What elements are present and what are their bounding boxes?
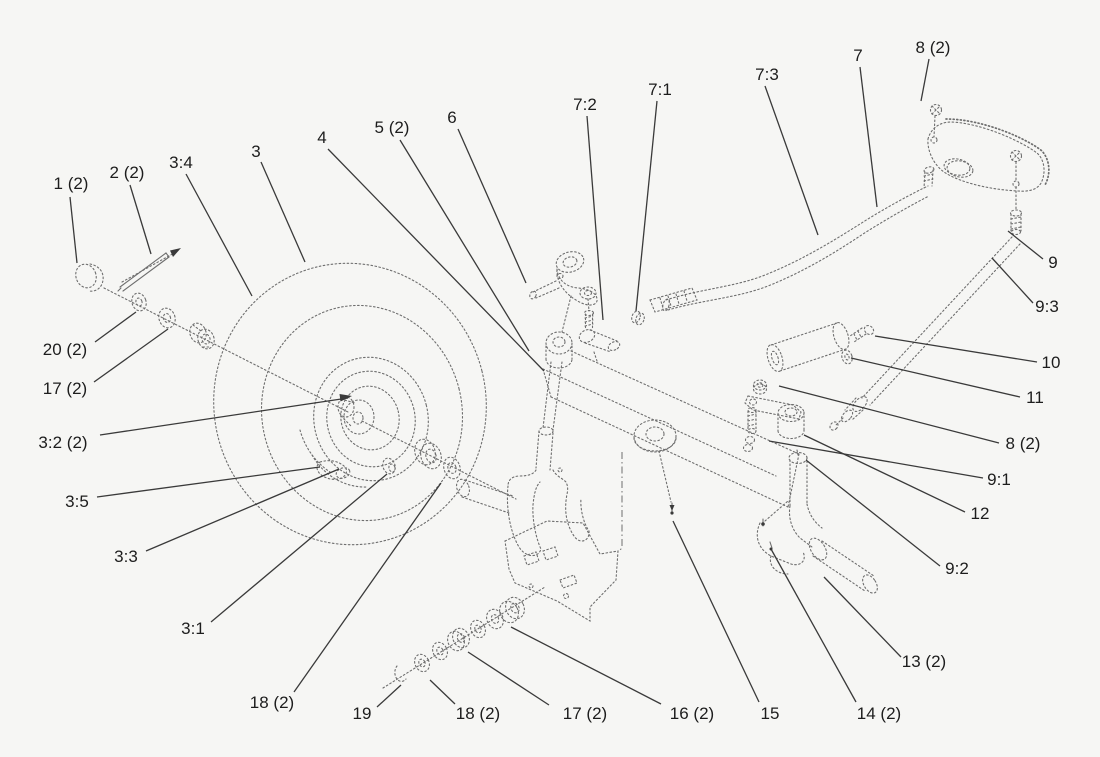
leader-16-2 <box>511 627 661 704</box>
callout-3-3: 3:3 <box>114 547 138 566</box>
leader-17-2-left <box>94 329 168 382</box>
caster-fork-left <box>507 427 589 556</box>
hub-cap-and-inner-washer <box>317 457 397 481</box>
callout-4: 4 <box>317 128 327 147</box>
leader-18-2-left <box>294 483 441 692</box>
leader-9 <box>1008 231 1043 259</box>
callout-9-3: 9:3 <box>1035 297 1059 316</box>
alignment-centerline <box>618 452 622 552</box>
leader-3-5 <box>97 467 320 497</box>
leader-14-2 <box>771 549 856 702</box>
callout-layer <box>38 38 1060 723</box>
leader-13-2 <box>824 577 901 657</box>
leader-18-2-bottom <box>430 680 455 704</box>
callout-18-2-bottom: 18 (2) <box>455 704 501 723</box>
leader-19 <box>377 685 401 707</box>
callout-13-2: 13 (2) <box>901 652 947 671</box>
steering-bellcrank <box>529 249 597 332</box>
leader-12 <box>804 435 965 512</box>
leader-9-3 <box>992 258 1033 303</box>
callout-3: 3 <box>251 142 261 161</box>
leader-3-4 <box>186 174 252 296</box>
plate-stud-bolts <box>931 105 1022 162</box>
callout-17-2-left: 17 (2) <box>42 379 88 398</box>
callout-3-4: 3:4 <box>169 153 193 172</box>
callout-9: 9 <box>1048 253 1058 272</box>
leader-4 <box>328 149 544 371</box>
washer-11 <box>840 349 854 365</box>
callout-8-2-right: 8 (2) <box>1005 434 1041 453</box>
jam-nut <box>630 310 646 326</box>
hitch-pin <box>118 253 169 291</box>
callout-7-1: 7:1 <box>648 80 672 99</box>
stud-9-1 <box>744 408 757 452</box>
axis-arrow <box>170 248 181 257</box>
callout-7-2: 7:2 <box>573 95 597 114</box>
leader-7 <box>860 67 877 207</box>
callout-3-2-2: 3:2 (2) <box>38 433 88 452</box>
leader-3-1 <box>211 474 387 622</box>
leader-9-1 <box>769 441 983 478</box>
leader-3 <box>261 162 305 262</box>
steering-arm-12 <box>745 396 804 439</box>
callout-11: 11 <box>1026 388 1044 407</box>
callout-1-2: 1 (2) <box>53 174 89 193</box>
leader-2-2 <box>130 185 151 254</box>
callout-6: 6 <box>447 108 457 127</box>
tie-rod <box>650 166 935 312</box>
axle-beam <box>543 332 799 507</box>
callout-14-2: 14 (2) <box>856 704 902 723</box>
callout-7-3: 7:3 <box>755 65 779 84</box>
callout-19: 19 <box>352 704 372 723</box>
shoulder-bolt-9 <box>1011 187 1022 235</box>
callout-8-2-top: 8 (2) <box>915 38 951 57</box>
callout-18-2-left: 18 (2) <box>249 693 295 712</box>
hex-nut-8 <box>754 380 767 394</box>
ball-joint-bolt <box>577 311 621 362</box>
pivot-tube <box>764 321 852 374</box>
leader-15 <box>673 521 759 702</box>
leader-11 <box>851 358 1020 397</box>
callout-2-2: 2 (2) <box>109 163 145 182</box>
leader-7-1 <box>636 101 657 311</box>
callout-9-2: 9:2 <box>945 559 969 578</box>
drag-link <box>828 237 1020 432</box>
callout-20-2: 20 (2) <box>42 340 88 359</box>
bolt-10 <box>850 324 875 342</box>
callout-16-2: 16 (2) <box>669 704 715 723</box>
grease-fitting-15-and-pin-14 <box>761 501 788 551</box>
callout-3-5: 3:5 <box>65 492 89 511</box>
leader-20-2 <box>95 312 136 342</box>
steering-plate <box>928 116 1044 191</box>
leader-8-2-top <box>921 59 929 101</box>
callout-5-2: 5 (2) <box>374 118 410 137</box>
leader-3-2-2 <box>100 398 348 435</box>
grease-fitting-16 <box>670 503 675 515</box>
callout-17-2-bottom: 17 (2) <box>562 704 608 723</box>
callout-15: 15 <box>760 704 780 723</box>
leader-17-2-bottom <box>468 652 549 705</box>
rim <box>300 345 441 493</box>
plate-serrated-edge <box>946 119 1049 185</box>
callout-9-1: 9:1 <box>987 470 1011 489</box>
spindle-shaft <box>757 450 880 596</box>
callout-7: 7 <box>853 46 863 65</box>
leader-6 <box>458 129 526 283</box>
leader-7-3 <box>765 86 818 235</box>
callout-10: 10 <box>1041 353 1061 372</box>
pivot-bracket <box>505 521 618 621</box>
leader-1-2 <box>70 197 77 263</box>
callout-12: 12 <box>970 504 990 523</box>
leader-8-2-right <box>779 386 999 443</box>
callout-3-1: 3:1 <box>181 619 205 638</box>
